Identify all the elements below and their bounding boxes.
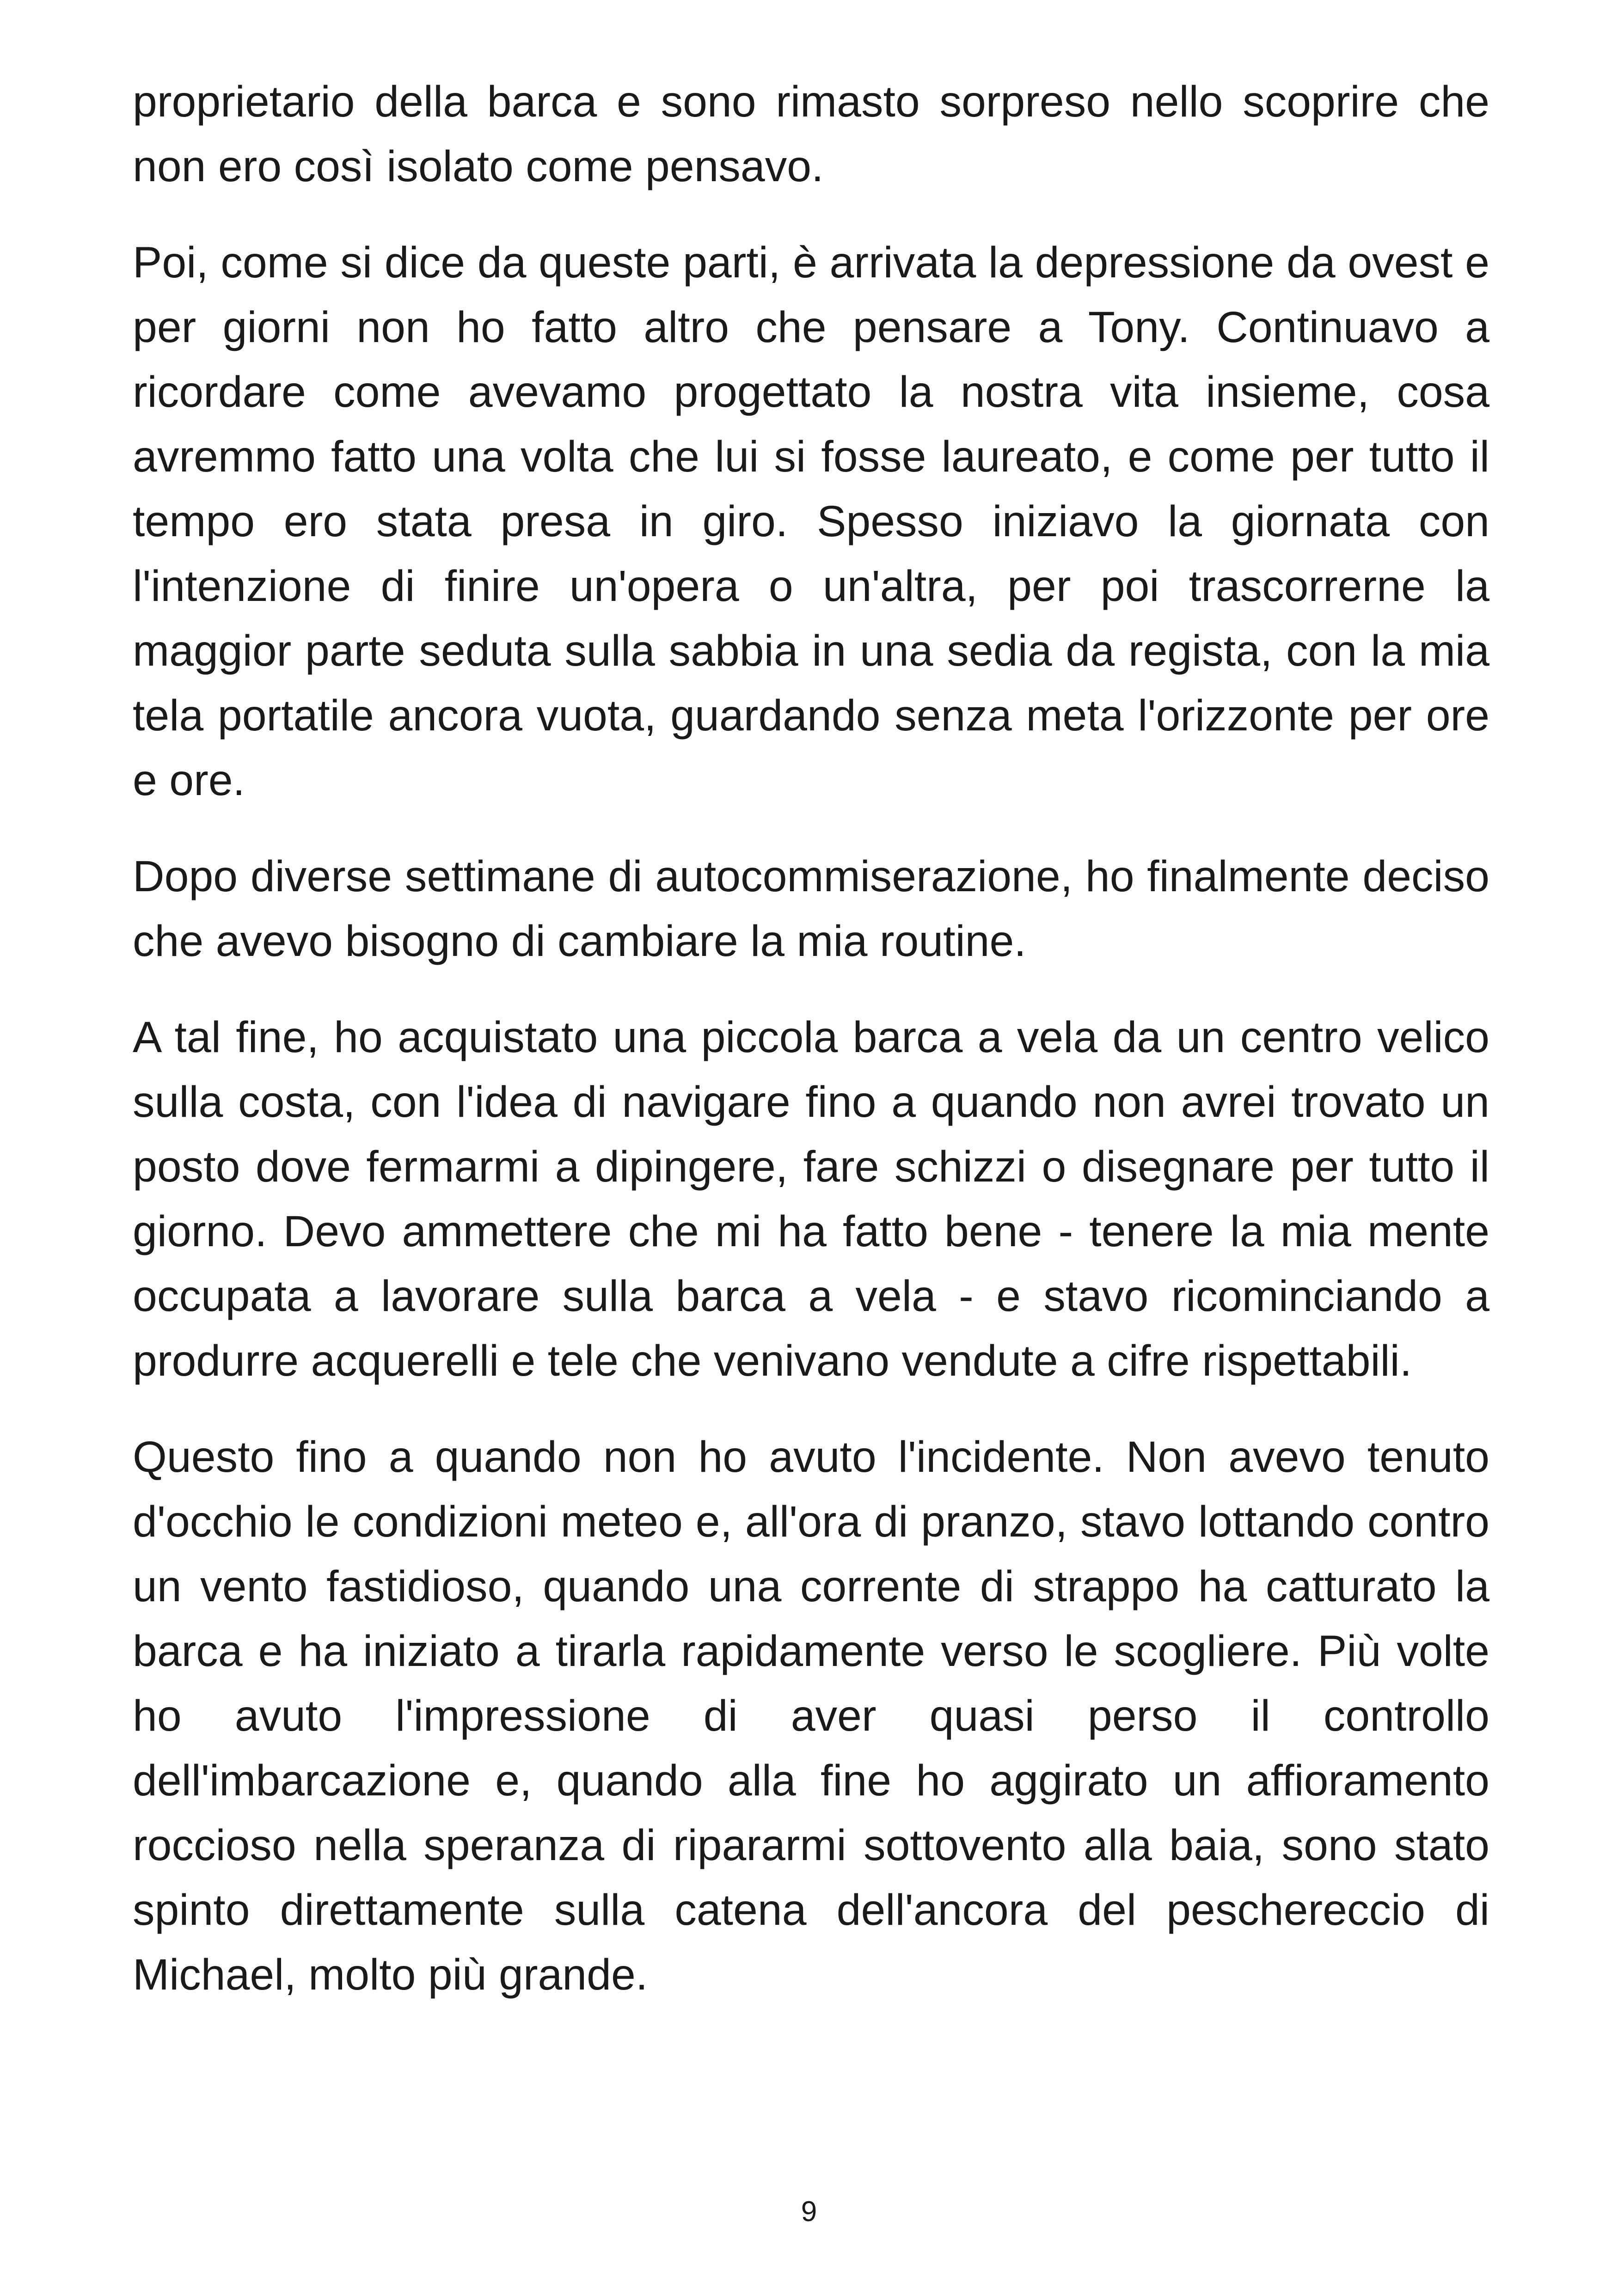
body-text <box>133 69 1489 2039</box>
paragraph-1: proprietario della barca e sono rimasto sorpreso nello scoprire che non ero così isolato come pensavo. <box>133 77 1489 191</box>
page-number: 9 <box>801 2196 817 2228</box>
paragraph-2: Poi, come si dice da queste parti, è arrivata la depressione da ovest e per giorni non ho fatto altro che pensare a Tony. Continuavo a ricordare come avevamo progettato la nostra vita insieme, cosa avremmo fatto una volta che lui si fosse laureato, e come per tutto il tempo ero stata presa in giro. Spesso iniziavo la giornata con l'intenzione di finire un'opera o un'altra, per poi trascorrerne la maggior parte seduta sulla sabbia in una sedia da regista, con la mia tela portatile ancora vuota, guardando senza meta l'orizzonte per ore e ore. <box>133 238 1489 805</box>
paragraph-3: Dopo diverse settimane di autocommiserazione, ho finalmente deciso che avevo bisogno di cambiare la mia routine. <box>133 852 1489 966</box>
paragraph-5: Questo fino a quando non ho avuto l'incidente. Non avevo tenuto d'occhio le condizioni meteo e, all'ora di pranzo, stavo lottando contro un vento fastidioso, quando una corrente di strappo ha catturato la barca e ha iniziato a tirarla rapidamente verso le scogliere. Più volte ho avuto l'impressione di aver quasi perso il controllo dell'imbarcazione e, quando alla fine ho aggirato un affioramento roccioso nella speranza di ripararmi sottovento alla baia, sono stato spinto direttamente sulla catena dell'ancora del peschereccio di Michael, molto più grande. <box>133 1433 1489 1999</box>
paragraph-4: A tal fine, ho acquistato una piccola barca a vela da un centro velico sulla costa, con l'idea di navigare fino a quando non avrei trovato un posto dove fermarmi a dipingere, fare schizzi o disegnare per tutto il giorno. Devo ammettere che mi ha fatto bene - tenere la mia mente occupata a lavorare sulla barca a vela - e stavo ricominciando a produrre acquerelli e tele che venivano vendute a cifre rispettabili. <box>133 1013 1489 1385</box>
